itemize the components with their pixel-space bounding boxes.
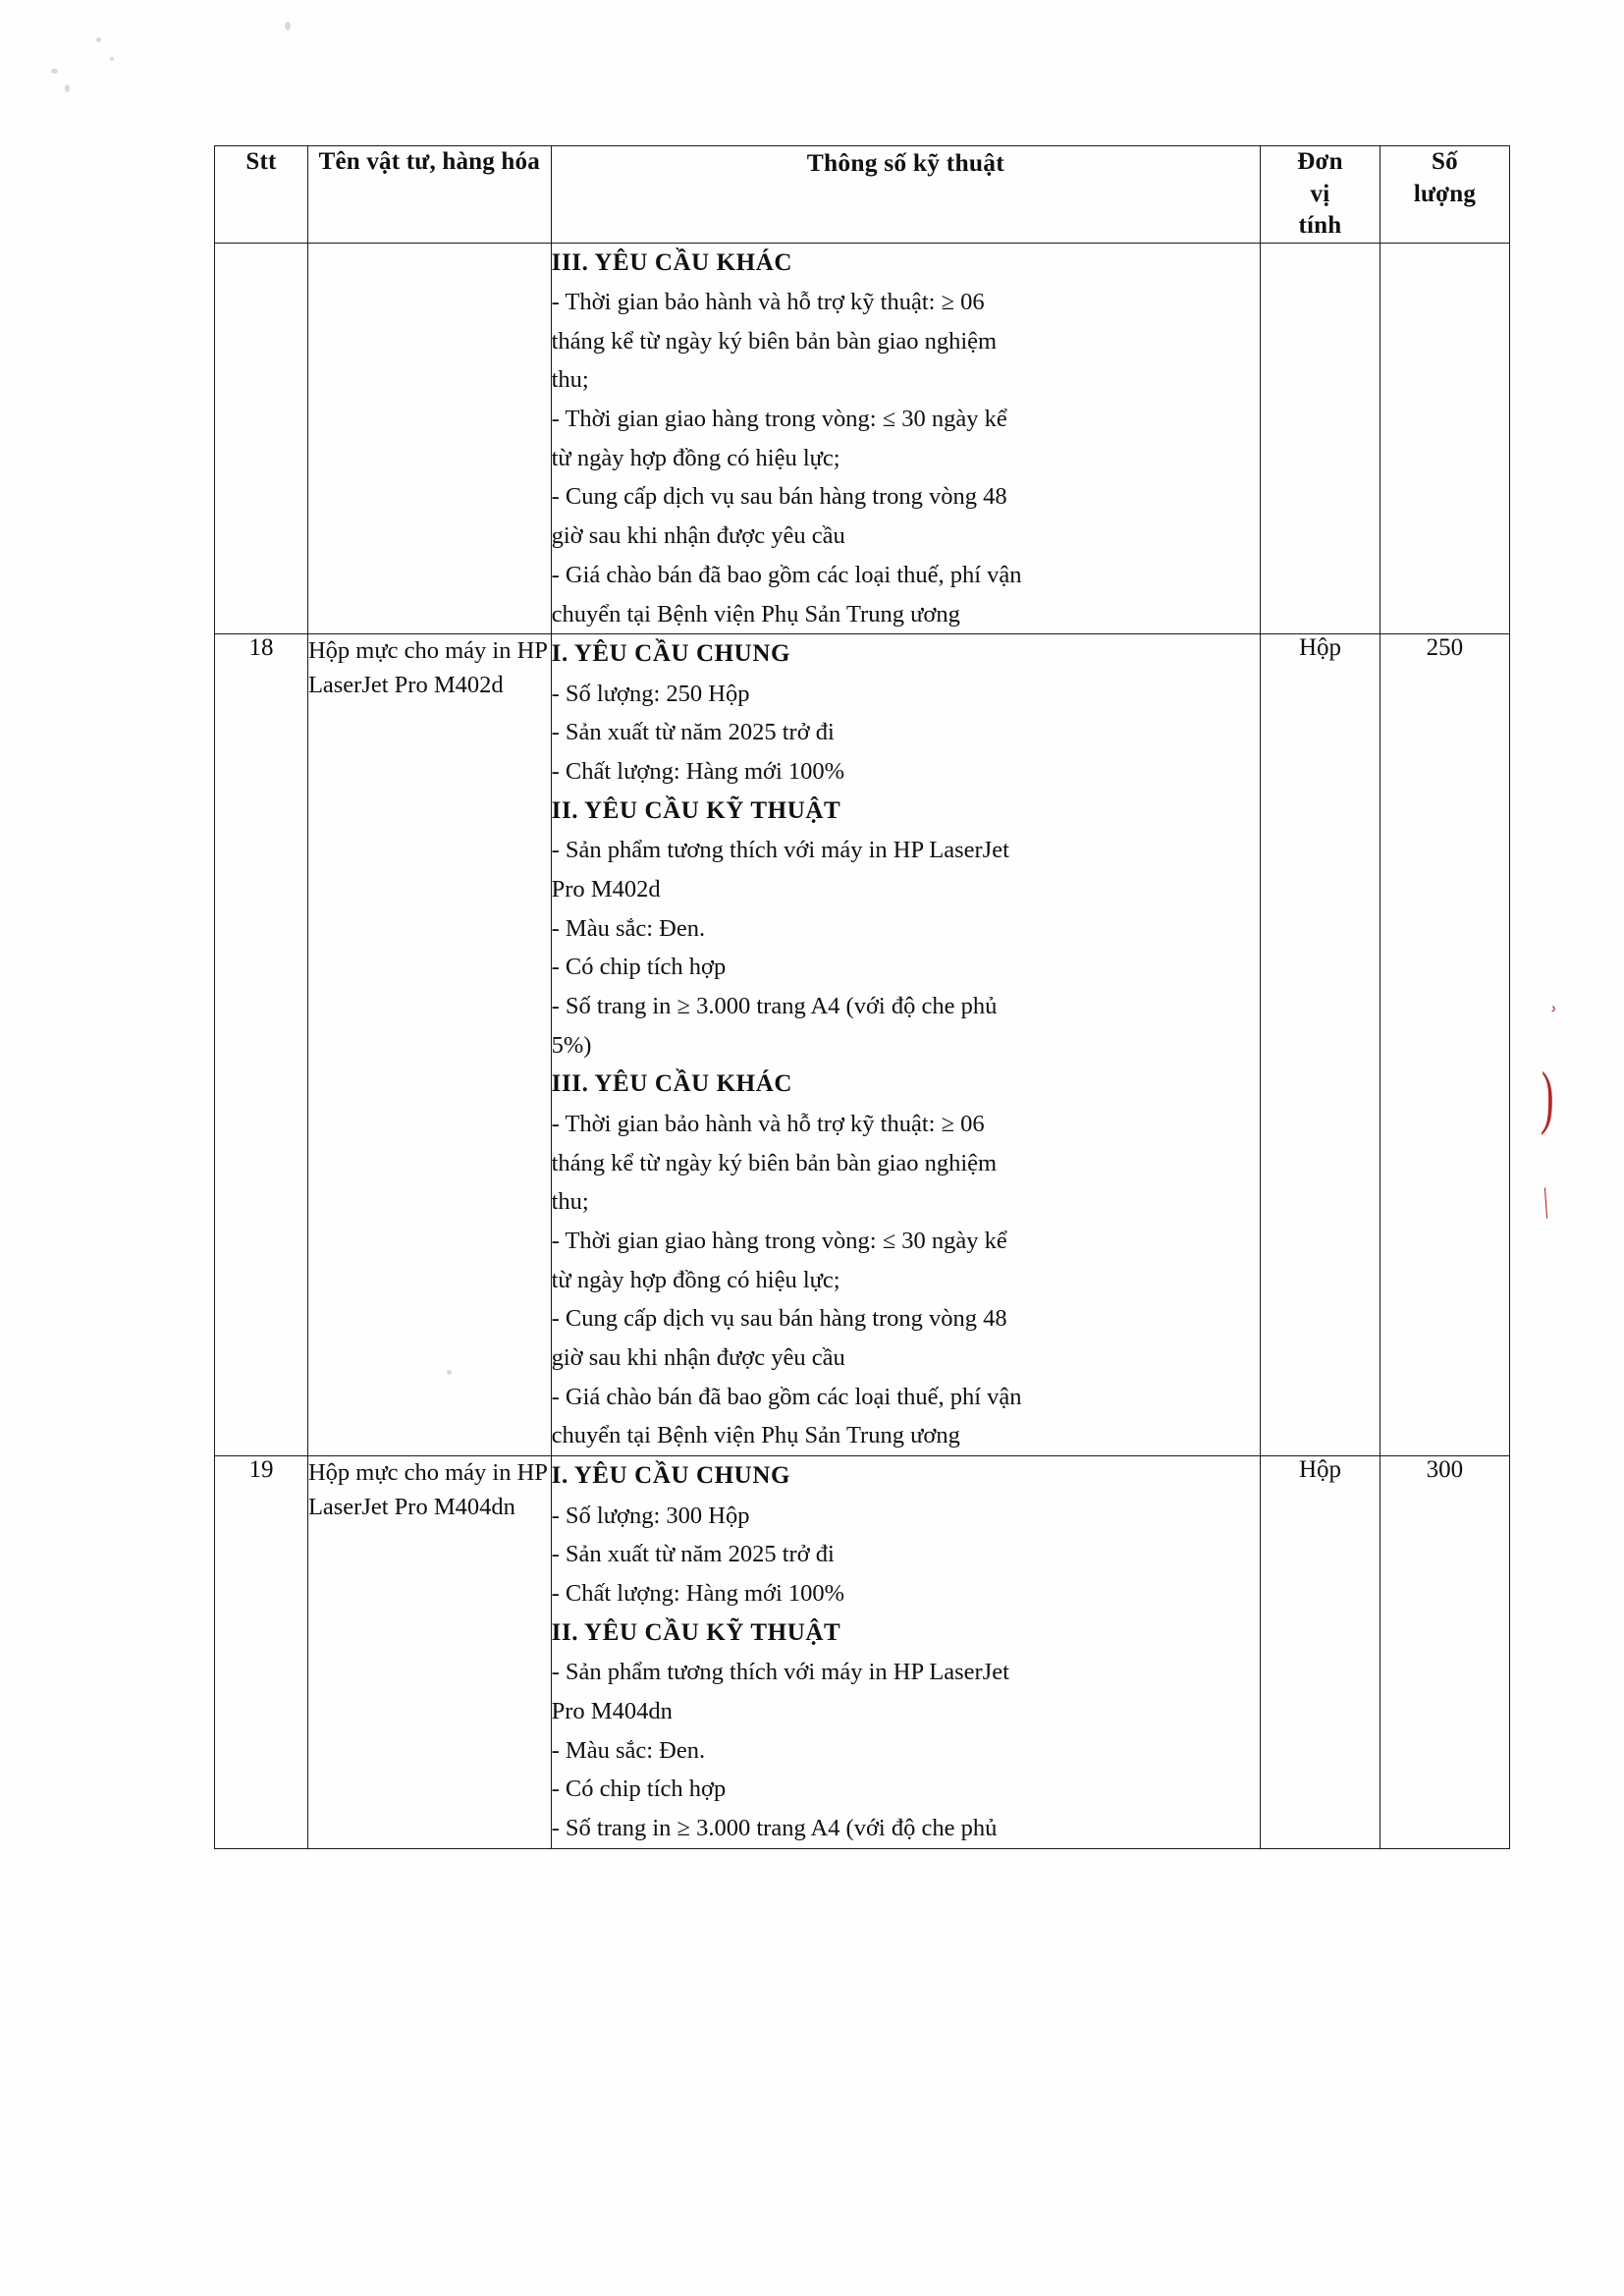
cell-qty: 250 [1380,634,1509,1456]
header-qty-line2: lượng [1413,180,1477,207]
spec-line: chuyển tại Bệnh viện Phụ Sản Trung ương [551,1422,960,1449]
table-row [215,243,1510,634]
scan-speckle [110,57,114,61]
header-stt: Stt [215,146,308,244]
spec-line: - Số trang in ≥ 3.000 trang A4 (với độ che phủ [551,1814,998,1841]
spec-heading: III. YÊU CẦU KHÁC [551,1070,793,1098]
spec-line: - Màu sắc: Đen. [551,914,706,942]
scan-speckle [65,84,70,92]
header-name: Tên vật tư, hàng hóa [307,146,551,244]
table-row [215,634,1510,1456]
spec-heading: II. YÊU CẦU KỸ THUẬT [551,796,841,824]
spec-heading: II. YÊU CẦU KỸ THUẬT [551,1618,841,1646]
header-spec: Thông số kỹ thuật [551,146,1260,244]
spec-line: từ ngày hợp đồng có hiệu lực; [551,444,840,471]
header-unit-line2: vị [1310,180,1330,207]
cell-qty [1380,243,1509,634]
spec-line: - Giá chào bán đã bao gồm các loại thuế, phí vận [551,1383,1022,1410]
table-header-row [215,146,1510,244]
spec-heading: I. YÊU CẦU CHUNG [551,1462,791,1490]
margin-mark-2: ) [1540,1057,1555,1137]
cell-spec [551,1456,1260,1849]
spec-line: - Sản phẩm tương thích với máy in HP LaserJet [551,1659,1009,1686]
margin-mark-1: ʾ [1544,1001,1560,1035]
spec-line: - Sản xuất từ năm 2025 trở đi [551,719,835,746]
cell-stt [215,243,308,634]
spec-line: - Thời gian bảo hành và hỗ trợ kỹ thuật: ≥ 06 [551,289,985,315]
spec-line: giờ sau khi nhận được yêu cầu [551,522,845,550]
cell-name: Hộp mực cho máy in HP LaserJet Pro M404dn [307,1456,551,1849]
header-qty-line1: Số [1432,148,1458,175]
header-unit [1261,146,1380,244]
cell-name: Hộp mực cho máy in HP LaserJet Pro M402d [307,634,551,1456]
scan-speckle [96,37,101,42]
spec-line: - Thời gian giao hàng trong vòng: ≤ 30 ngày kể [551,1227,1007,1254]
scan-speckle [51,69,58,74]
spec-line: thu; [551,366,589,394]
spec-line: 5%) [551,1031,592,1059]
table-body [215,243,1510,1848]
margin-mark-3: / [1537,1176,1555,1229]
table-row [215,1456,1510,1849]
cell-name [307,243,551,634]
spec-line: - Cung cấp dịch vụ sau bán hàng trong vòng 48 [551,1305,1007,1333]
spec-line: - Chất lượng: Hàng mới 100% [551,758,845,786]
cell-stt: 18 [215,634,308,1456]
specification-table [214,145,1510,1849]
spec-line: - Thời gian giao hàng trong vòng: ≤ 30 ngày kể [551,406,1007,433]
spec-line: - Sản phẩm tương thích với máy in HP LaserJet [551,837,1009,864]
spec-heading: I. YÊU CẦU CHUNG [551,640,791,668]
spec-line: Pro M402d [551,875,661,902]
spec-line: - Số trang in ≥ 3.000 trang A4 (với độ che phủ [551,993,998,1019]
spec-line: - Số lượng: 250 Hộp [551,680,750,707]
spec-line: - Giá chào bán đã bao gồm các loại thuế, phí vận [551,561,1022,588]
spec-line: - Có chip tích hợp [551,1776,727,1803]
spec-line: thu; [551,1188,589,1216]
spec-line: giờ sau khi nhận được yêu cầu [551,1344,845,1371]
cell-stt: 19 [215,1456,308,1849]
cell-unit: Hộp [1261,1456,1380,1849]
header-unit-line1: Đơn [1297,148,1343,175]
spec-line: từ ngày hợp đồng có hiệu lực; [551,1266,840,1293]
spec-line: - Màu sắc: Đen. [551,1736,706,1764]
scan-speckle [285,22,291,30]
margin-annotations [1530,1002,1589,1336]
spec-line: - Sản xuất từ năm 2025 trở đi [551,1541,835,1568]
spec-heading: III. YÊU CẦU KHÁC [551,248,793,276]
cell-unit: Hộp [1261,634,1380,1456]
spec-line: Pro M404dn [551,1697,673,1724]
spec-line: - Thời gian bảo hành và hỗ trợ kỹ thuật: ≥ 06 [551,1110,985,1137]
table-header [215,146,1510,244]
spec-line: - Có chip tích hợp [551,954,727,981]
spec-line: - Số lượng: 300 Hộp [551,1502,750,1529]
spec-line: chuyển tại Bệnh viện Phụ Sản Trung ương [551,600,960,628]
spec-line: tháng kể từ ngày ký biên bản bàn giao nghiệm [551,1149,998,1176]
cell-spec [551,243,1260,634]
spec-line: - Cung cấp dịch vụ sau bán hàng trong vòng 48 [551,483,1007,511]
header-qty [1380,146,1509,244]
cell-spec [551,634,1260,1456]
cell-unit [1261,243,1380,634]
header-unit-line3: tính [1298,212,1342,239]
spec-line: tháng kể từ ngày ký biên bản bàn giao nghiệm [551,327,998,355]
spec-line: - Chất lượng: Hàng mới 100% [551,1579,845,1607]
cell-qty: 300 [1380,1456,1509,1849]
